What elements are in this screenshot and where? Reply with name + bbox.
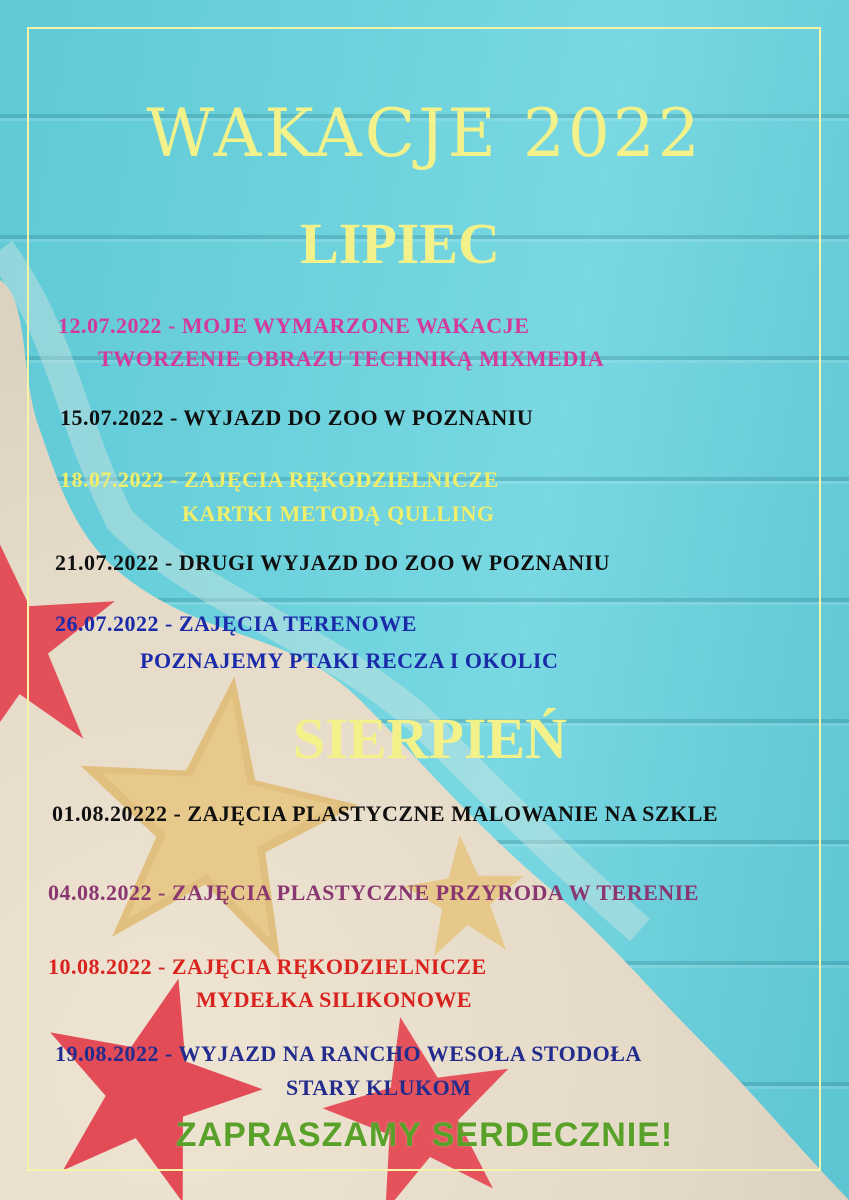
event-line: 10.08.2022 - ZAJĘCIA RĘKODZIELNICZE (48, 954, 487, 979)
event-line: 12.07.2022 - MOJE WYMARZONE WAKACJE (58, 313, 530, 338)
event-line: TWORZENIE OBRAZU TECHNIKĄ MIXMEDIA (98, 346, 605, 371)
poster-title: WAKACJE 2022 (146, 95, 703, 172)
event-line: 19.08.2022 - WYJAZD NA RANCHO WESOŁA STODOŁA (55, 1041, 642, 1066)
event-line: 15.07.2022 - WYJAZD DO ZOO W POZNANIU (60, 405, 534, 430)
event-line: POZNAJEMY PTAKI RECZA I OKOLIC (140, 648, 559, 673)
event-line: 21.07.2022 - DRUGI WYJAZD DO ZOO W POZNANIU (55, 550, 611, 575)
event-line: 04.08.2022 - ZAJĘCIA PLASTYCZNE PRZYRODA W TERENIE (48, 880, 699, 905)
event-line: MYDEŁKA SILIKONOWE (196, 987, 473, 1012)
month-heading-august: SIERPIEŃ (293, 706, 567, 771)
event-line: KARTKI METODĄ QULLING (182, 501, 495, 526)
event-line: 26.07.2022 - ZAJĘCIA TERENOWE (55, 611, 417, 636)
closing-invitation: ZAPRASZAMY SERDECZNIE! (175, 1116, 674, 1154)
event-line: 01.08.20222 - ZAJĘCIA PLASTYCZNE MALOWANIE NA SZKLE (52, 801, 719, 826)
event-line: STARY KLUKOM (286, 1075, 472, 1100)
month-heading-july: LIPIEC (300, 211, 500, 276)
event-line: 18.07.2022 - ZAJĘCIA RĘKODZIELNICZE (60, 467, 499, 492)
